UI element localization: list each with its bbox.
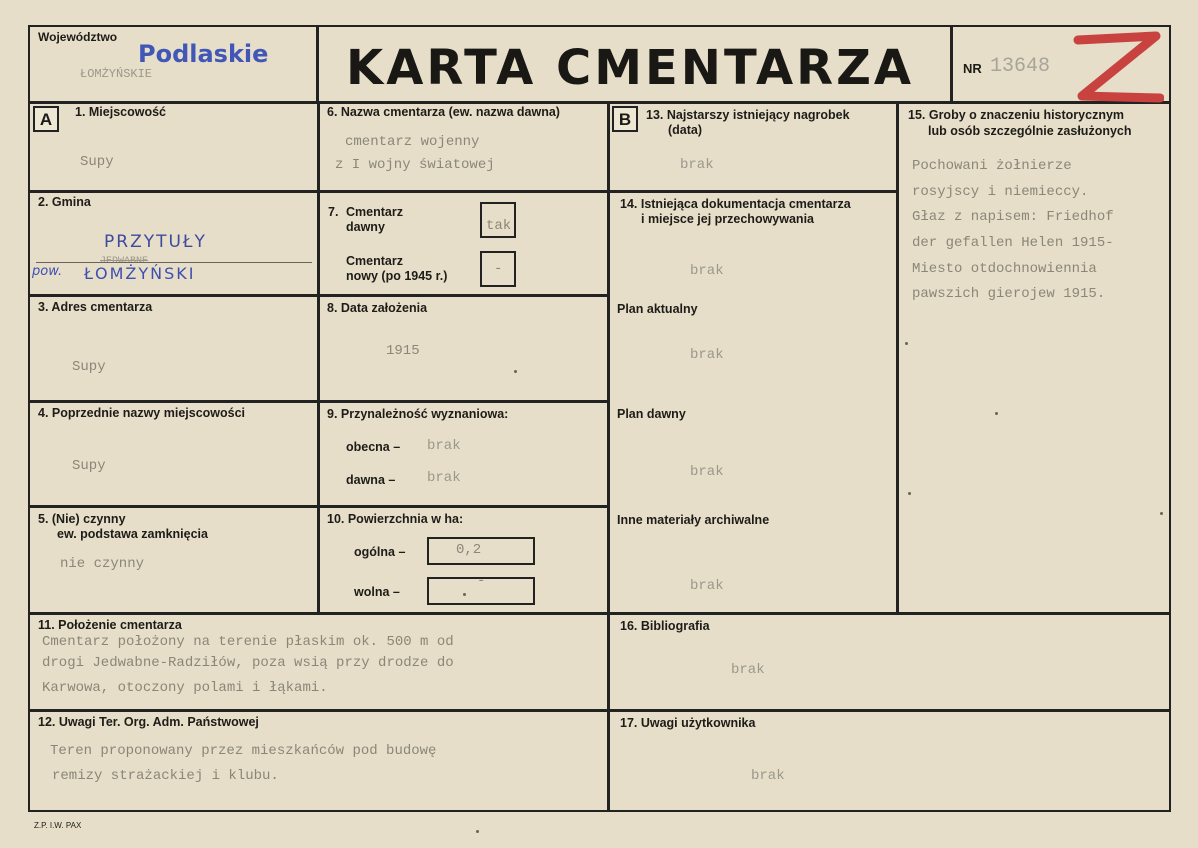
f10-wolna-label: wolna – — [354, 585, 400, 599]
paper-speck — [905, 342, 908, 345]
column-line-2 — [607, 101, 610, 812]
f2-strike-line — [36, 262, 312, 263]
f2-label: 2. Gmina — [38, 195, 91, 209]
f9-label: 9. Przynależność wyznaniowa: — [327, 407, 509, 421]
f4-value: Supy — [72, 458, 106, 474]
f10-ogolna-label: ogólna – — [354, 545, 406, 559]
f3-label: 3. Adres cmentarza — [38, 300, 153, 314]
f15-line-5: Miesto otdochnowiennia — [912, 261, 1097, 277]
f1-label: 1. Miejscowość — [75, 105, 167, 119]
f12-line-2: remizy strażackiej i klubu. — [52, 768, 279, 784]
f9-dawna-label: dawna – — [346, 473, 396, 487]
paper-speck — [514, 370, 517, 373]
row-line-c1-3 — [28, 400, 319, 403]
f7-dawny-value: tak — [486, 218, 512, 234]
paper-speck — [463, 593, 466, 596]
f12-line-1: Teren proponowany przez mieszkańców pod budowę — [50, 743, 437, 759]
f10-wolna-value: - — [477, 573, 486, 589]
inne-value: brak — [690, 578, 724, 594]
f9-obecna-label: obecna – — [346, 440, 401, 454]
paper-speck — [476, 830, 479, 833]
f6-line-2: z I wojny światowej — [335, 157, 495, 173]
row-line-c2-2 — [317, 294, 609, 297]
f7-nowy-value: - — [494, 261, 503, 277]
f13-label-1: 13. Najstarszy istniejący nagrobek — [646, 108, 850, 122]
f15-label-2: lub osób szczególnie zasłużonych — [928, 124, 1132, 138]
f17-value: brak — [751, 768, 785, 784]
category-mark — [1068, 30, 1164, 106]
row-line-c2-1 — [317, 190, 609, 193]
f16-value: brak — [731, 662, 765, 678]
voivodeship-label: Województwo — [38, 30, 118, 44]
f9-dawna-value: brak — [427, 470, 461, 486]
paper-speck — [1160, 512, 1163, 515]
f11-label: 11. Położenie cmentarza — [38, 618, 182, 632]
f11-line-2: drogi Jedwabne-Radziłów, poza wsią przy drodze do — [42, 655, 454, 671]
f1-value: Supy — [80, 154, 114, 170]
f5-value: nie czynny — [60, 556, 145, 572]
nr-value: 13648 — [990, 55, 1051, 78]
row-line-lower-2 — [28, 709, 1171, 712]
printer-note: Z.P. I.W. PAX — [34, 821, 82, 830]
f11-line-3: Karwowa, otoczony polami i łąkami. — [42, 680, 328, 696]
plan-dawny-label: Plan dawny — [617, 407, 686, 421]
f2-powiat: ŁOMŻYŃSKI — [84, 264, 196, 283]
f10-label: 10. Powierzchnia w ha: — [327, 512, 464, 526]
header-divider-left — [316, 25, 319, 103]
f12-label: 12. Uwagi Ter. Org. Adm. Państwowej — [38, 715, 259, 729]
f3-value: Supy — [72, 359, 106, 375]
f6-label: 6. Nazwa cmentarza (ew. nazwa dawna) — [327, 105, 560, 119]
f15-line-1: Pochowani żołnierze — [912, 158, 1072, 174]
f17-label: 17. Uwagi użytkownika — [620, 716, 756, 730]
f4-label: 4. Poprzednie nazwy miejscowości — [38, 406, 246, 420]
f5-label-1: 5. (Nie) czynny — [38, 512, 126, 526]
page-title: KARTA CMENTARZA — [346, 40, 915, 96]
row-line-c2-4 — [317, 505, 609, 508]
f2-pow-prefix: pow. — [32, 264, 63, 279]
section-a-badge: A — [33, 106, 59, 132]
f7-nowy-2: nowy (po 1945 r.) — [346, 269, 448, 283]
f11-line-1: Cmentarz położony na terenie płaskim ok. 500 m od — [42, 634, 454, 650]
column-line-3 — [896, 101, 899, 613]
row-line-c1-4 — [28, 505, 319, 508]
voivodeship-stamp: Podlaskie — [138, 40, 269, 68]
f16-label: 16. Bibliografia — [620, 619, 710, 633]
row-line-lower-1 — [28, 612, 1171, 615]
f15-line-3: Głaz z napisem: Friedhof — [912, 209, 1114, 225]
f2-gmina-hand: PRZYTUŁY — [104, 232, 207, 252]
f15-line-2: rosyjscy i niemieccy. — [912, 184, 1089, 200]
f13-label-2: (data) — [668, 123, 703, 137]
f14-label-1: 14. Istniejąca dokumentacja cmentarza — [620, 197, 851, 211]
f8-value: 1915 — [386, 343, 420, 359]
f5-label-2: ew. podstawa zamknięcia — [57, 527, 208, 541]
voivodeship-old: ŁOMŻYŃSKIE — [80, 67, 153, 81]
row-line-c2-3 — [317, 400, 609, 403]
plan-aktualny-label: Plan aktualny — [617, 302, 698, 316]
row-line-c1-2 — [28, 294, 319, 297]
f7-nowy-1: Cmentarz — [346, 254, 403, 268]
paper-speck — [908, 492, 911, 495]
f13-value: brak — [680, 157, 714, 173]
row-line-c1-1 — [28, 190, 319, 193]
column-line-1 — [317, 101, 320, 613]
nr-label: NR — [963, 61, 982, 76]
section-b-badge: B — [612, 106, 638, 132]
plan-aktualny-value: brak — [690, 347, 724, 363]
f15-line-6: pawszich gierojew 1915. — [912, 286, 1106, 302]
f14-value: brak — [690, 263, 724, 279]
f14-label-2: i miejsce jej przechowywania — [641, 212, 814, 226]
f6-line-1: cmentarz wojenny — [345, 134, 480, 150]
f7-dawny-2: dawny — [346, 220, 385, 234]
f15-line-4: der gefallen Helen 1915- — [912, 235, 1114, 251]
inne-label: Inne materiały archiwalne — [617, 513, 770, 527]
row-line-c3-1 — [607, 190, 898, 193]
header-divider-right — [950, 25, 953, 103]
paper-speck — [995, 412, 998, 415]
f8-label: 8. Data założenia — [327, 301, 428, 315]
f9-obecna-value: brak — [427, 438, 461, 454]
plan-dawny-value: brak — [690, 464, 724, 480]
header-bottom-line — [28, 101, 1171, 104]
f10-ogolna-value: 0,2 — [456, 542, 482, 558]
f7-dawny-1: Cmentarz — [346, 205, 403, 219]
f15-label-1: 15. Groby o znaczeniu historycznym — [908, 108, 1125, 122]
f7-label: 7. — [328, 205, 339, 219]
